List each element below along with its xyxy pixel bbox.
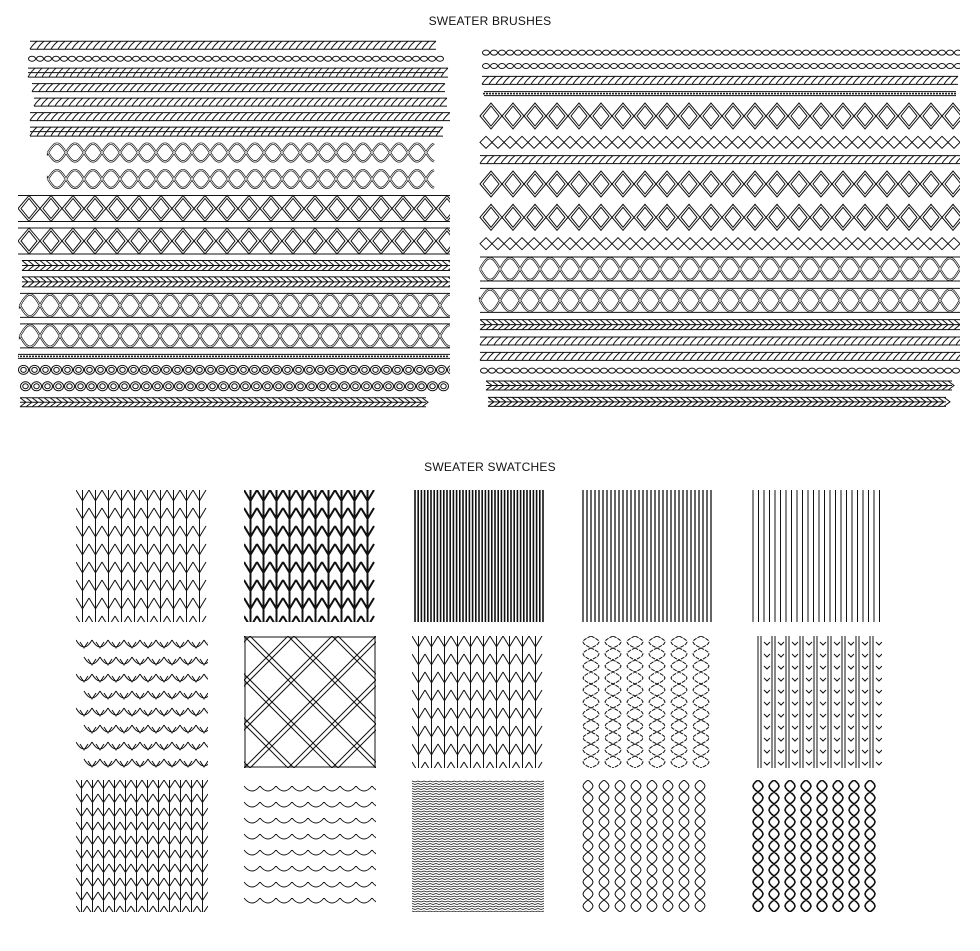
swatch-chevron — [244, 780, 376, 912]
brush-strip-rope — [34, 98, 447, 106]
brush-strip-chain-fine — [483, 50, 961, 55]
swatch-stripes-dense — [412, 490, 544, 622]
swatch-honeycomb — [76, 636, 208, 768]
brush-strip-braid-thin — [486, 381, 954, 390]
brush-panel-right — [476, 46, 960, 410]
swatch-pattern-cable-twist — [580, 780, 712, 912]
swatch-pattern-stripes-medium — [580, 490, 712, 622]
brush-panel-left — [18, 38, 450, 410]
brush-strip-diamond-small — [480, 136, 960, 148]
swatch-pattern-cable-s — [580, 636, 712, 768]
swatch-dotted-columns — [750, 636, 882, 768]
swatch-stripes-light — [750, 490, 882, 622]
brush-strip-dots — [483, 92, 956, 96]
brush-strip-braid — [480, 320, 960, 330]
brush-strip-rope-double — [30, 127, 443, 136]
swatch-v-stitch-dense — [76, 780, 208, 912]
brush-strip-rope — [480, 352, 960, 360]
swatch-lattice-bold — [244, 636, 376, 768]
swatch-pattern-honeycomb — [76, 636, 208, 768]
brushes-section-title: SWEATER BRUSHES — [428, 14, 552, 28]
brush-strip-chain-fine — [483, 64, 961, 69]
brush-strip-lattice — [18, 196, 450, 222]
brush-strip-chain — [19, 365, 451, 374]
swatch-v-stitch-thin — [76, 490, 208, 622]
swatch-pattern-v-stitch-thin — [412, 636, 544, 768]
swatch-texture-fine — [412, 780, 544, 912]
swatch-v-stitch-thin — [412, 636, 544, 768]
swatch-pattern-v-stitch-thin — [76, 490, 208, 622]
brush-strip-chain — [21, 382, 449, 391]
swatch-v-stitch-bold — [244, 490, 376, 622]
brush-strip-dots — [18, 354, 450, 358]
swatch-cable-twist-bold — [750, 780, 882, 912]
swatch-stripes-medium — [580, 490, 712, 622]
brush-strip-twist-large — [20, 293, 450, 317]
brush-strip-chain-fine — [481, 368, 960, 373]
brush-strip-twist-large — [20, 324, 450, 348]
brush-strip-wave-cable — [48, 170, 434, 188]
swatch-cable-s — [580, 636, 712, 768]
brush-strip-lattice — [18, 228, 450, 254]
brush-strip-braid — [22, 260, 450, 270]
brush-strip-rope — [480, 156, 960, 164]
brush-strip-rope — [30, 41, 436, 49]
brush-strip-diamond-large — [480, 103, 960, 129]
swatch-pattern-lattice-bold — [244, 636, 376, 768]
brush-strip-diamond-small — [480, 238, 960, 250]
swatch-pattern-stripes-light — [750, 490, 882, 622]
brush-strip-diamond-large — [480, 204, 960, 230]
brush-strip-braid-thin — [20, 398, 428, 407]
swatches-section-title: SWEATER SWATCHES — [424, 460, 556, 474]
swatch-pattern-texture-fine — [412, 780, 544, 912]
brush-strip-rope — [482, 76, 958, 84]
brush-strip-diamond-large — [480, 171, 960, 197]
brush-strip-wave-cable — [48, 144, 434, 162]
brush-strip-rope — [32, 84, 445, 92]
brush-strip-chain-large — [480, 288, 960, 312]
brush-strip-chain-fine — [29, 56, 444, 61]
brush-strip-chain-large — [480, 257, 960, 281]
swatch-pattern-chevron — [244, 780, 376, 912]
brush-strip-rope — [480, 337, 960, 345]
swatch-pattern-dotted-columns — [750, 636, 882, 768]
swatch-pattern-stripes-dense — [412, 490, 544, 622]
brush-strip-rope-double — [28, 68, 448, 77]
brush-strip-rope — [30, 113, 450, 121]
brush-strip-braid-thin — [488, 397, 950, 406]
brush-strip-braid — [22, 277, 450, 287]
swatch-pattern-cable-twist-bold — [750, 780, 882, 912]
swatch-cable-twist — [580, 780, 712, 912]
swatch-pattern-v-stitch-bold — [244, 490, 376, 622]
swatch-pattern-v-stitch-dense — [76, 780, 208, 912]
